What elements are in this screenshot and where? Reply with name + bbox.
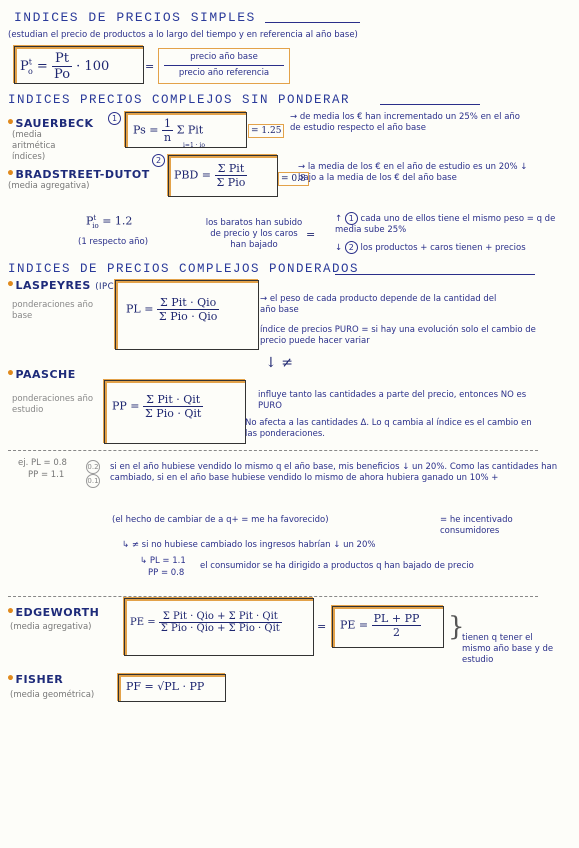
example-desc: (1 respecto año) <box>78 237 149 247</box>
edgeworth-eq: = <box>317 620 327 633</box>
sauerbeck-note: → de media los € han incrementado un 25% en el año de estudio respecto el año base <box>290 112 520 133</box>
laspeyres-note2: índice de precios PURO = si hay una evolución solo el cambio de precio puede hacer variar <box>260 325 536 346</box>
edgeworth-note: tienen q tener el mismo año base y de estudio <box>462 633 554 665</box>
separator-dashed-1 <box>8 450 538 451</box>
fisher-name: •FISHER <box>6 671 64 687</box>
page-subtitle: (estudian el precio de productos a lo largo del tiempo y en referencia al año base) <box>8 30 358 40</box>
not-equal-sign: ↓ ≠ <box>265 355 293 371</box>
bradstreet-name: •BRADSTREET-DUTOT <box>6 166 150 182</box>
equals-sign: = <box>145 60 155 73</box>
edgeworth-desc: (media agregativa) <box>10 622 92 632</box>
paasche-note2: No afecta a las cantidades Δ. Lo q cambia al índice es el cambio en las ponderaciones. <box>245 418 532 439</box>
laspeyres-desc: ponderaciones año base <box>12 300 94 321</box>
example2-text3: ↳ ≠ si no hubiese cambiado los ingresos habrían ↓ un 20% <box>122 540 376 550</box>
example-r2: ↓ 2 los productos + caros tienen + precios <box>335 243 526 253</box>
example2-text2r: = he incentivado consumidores <box>440 515 513 536</box>
sauerbeck-name: •SAUERBECK <box>6 115 94 131</box>
sauerbeck-number: 1 <box>108 110 121 125</box>
fisher-desc: (media geométrica) <box>10 690 95 700</box>
paasche-note1: influye tanto las cantidades a parte del precio, entonces NO es PURO <box>258 390 527 411</box>
bradstreet-desc: (media agregativa) <box>8 181 90 191</box>
bradstreet-number: 2 <box>152 152 165 167</box>
sauerbeck-result: = 1.25 <box>248 124 284 138</box>
edgeworth-formula: PE = $\frac{\text{Σ Pit · Qio + Σ Pit · Qit}}{\text{Σ Pio · Qio + Σ Pio · Qit}}$ <box>130 611 280 634</box>
example-eq: = <box>306 228 316 241</box>
example2-text1: si en el año hubiese vendido lo mismo q el año base, mis beneficios ↓ un 20%. Como las cantidades han cambiado, si en el año base hubiese vendido lo mismo de ahora hubiera ganado un 10% + <box>110 462 558 483</box>
example2-text2: (el hecho de cambiar de a q+ = me ha favorecido) <box>112 515 329 525</box>
section3-underline <box>335 274 535 275</box>
simple-ratio: precio año base precio año referencia <box>164 52 284 79</box>
section-heading-unweighted: INDICES PRECIOS COMPLEJOS SIN PONDERAR <box>8 93 351 107</box>
example2-text4c: el consumidor se ha dirigido a productos q han bajado de precio <box>200 561 474 571</box>
paasche-name: •PAASCHE <box>6 366 76 382</box>
edgeworth-name: •EDGEWORTH <box>6 604 100 620</box>
example2-label2: PP = 1.1 <box>28 470 65 480</box>
separator-dashed-2 <box>8 596 538 597</box>
paasche-formula: PP = $\frac{\text{Σ Pit · Qit}}{\text{Σ Pio · Qit}}$ <box>112 393 202 420</box>
title-underline <box>265 22 360 23</box>
laspeyres-note1: → el peso de cada producto depende de la cantidad del año base <box>260 294 497 315</box>
example2-circles: 0.2 0.1 <box>86 460 100 488</box>
brace: } <box>448 612 465 642</box>
laspeyres-formula: PL = $\frac{\text{Σ Pit · Qio}}{\text{Σ Pio · Qio}}$ <box>126 296 218 323</box>
bradstreet-result: = 0.8 <box>278 172 309 186</box>
example2-text4a: ↳ PL = 1.1 <box>140 556 186 566</box>
bradstreet-note: → la media de los € en el año de estudio es un 20% ↓ bajo a la media de los € del año base <box>298 162 528 183</box>
section2-underline <box>380 104 480 105</box>
edgeworth-alt-formula: PE = $\frac{PL + PP}{2}$ <box>340 612 420 639</box>
example2-label: ej. PL = 0.8 <box>18 458 67 468</box>
simple-formula: $P^t_o$ = $\frac{Pt}{Po}$ · 100 <box>20 51 110 82</box>
sauerbeck-desc: (media aritmética índices) <box>12 130 56 162</box>
fisher-formula: PF = √PL · PP <box>126 680 205 693</box>
page-title: INDICES DE PRECIOS SIMPLES <box>14 10 256 25</box>
example2-text4b: PP = 0.8 <box>148 568 185 578</box>
section-heading-weighted: INDICES DE PRECIOS COMPLEJOS PONDERADOS <box>8 262 360 276</box>
sauerbeck-formula: Ps = $\frac{1}{n}$ Σ Pit i=1 · io <box>133 117 206 149</box>
example-mid: los baratos han subido de precio y los caros han bajado <box>205 218 303 250</box>
example-p: $P^t_{io} = 1.2$ <box>86 214 133 230</box>
laspeyres-name: •LASPEYRES (IPC) <box>6 277 118 293</box>
paasche-desc: ponderaciones año estudio <box>12 394 94 415</box>
example-r1: ↑ 1 cada uno de ellos tiene el mismo peso = q de media sube 25% <box>335 214 556 235</box>
bradstreet-formula: PBD = $\frac{\text{Σ Pit}}{\text{Σ Pio}}$ <box>174 162 246 189</box>
